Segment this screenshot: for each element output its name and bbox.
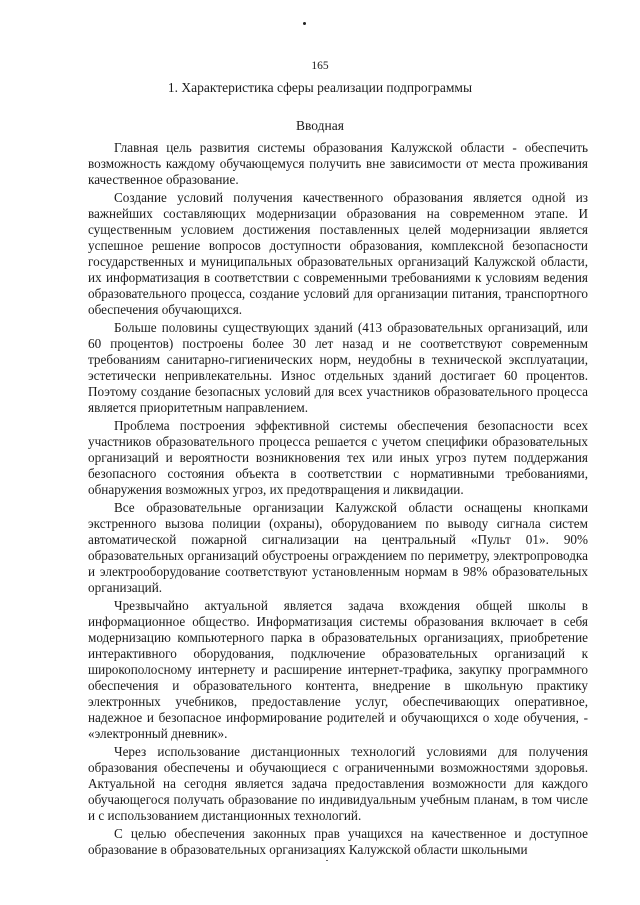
paragraph-legal-rights: С целью обеспечения законных прав учащихся на качественное и доступное образование в образовательных организациях Калужской области школьными [88, 826, 588, 857]
paragraph-conditions: Создание условий получения качественного образования является одной из важнейших составляющих модернизации образования на современном этапе. И существенным условием достижения поставленных целей модернизации является успешное решение вопросов доступности образования, комплексной безопасности государственных и муниципальных образовательных организаций Калужской области, их информатизация в соответствии с современными требованиями к условиям ведения образовательного процесса, создание условий для организации питания, транспортного обеспечения обучающихся. [88, 190, 588, 317]
paragraph-equipment: Все образовательные организации Калужской области оснащены кнопками экстренного вызова полиции (охраны), оборудованием по выводу сигнала систем автоматической пожарной сигнализации на центральный «Пульт 01». 90% образовательных организаций обустроены ограждением по периметру, электропроводка и электрооборудование соответствуют установленным нормам в 98% образовательных организаций. [88, 500, 588, 595]
paragraph-goal: Главная цель развития системы образования Калужской области - обеспечить возможность каждому обучающемуся получить вне зависимости от места проживания качественное образование. [88, 140, 588, 187]
scan-dot-mark [303, 22, 306, 25]
paragraph-informatization: Чрезвычайно актуальной является задача вхождения общей школы в информационное общество. Информатизация системы образования включает в себя модернизацию компьютерного парка в образовательных организациях, приобретение интерактивного оборудования, подключение образовательных организаций к широкополосному интернету и расширение интернет-трафика, закупку программного обеспечения и образовательного контента, внедрение в школьную практику электронных учебников, предоставление услуг, обеспечивающих оперативное, надежное и безопасное информирование родителей и обучающихся о ходе обучения, - «электронный дневник». [88, 598, 588, 741]
section-subtitle: Вводная [296, 118, 344, 133]
paragraph-buildings: Больше половины существующих зданий (413 образовательных организаций, или 60 процентов) построены более 30 лет назад и не соответствуют современным требованиям санитарно-гигиенических норм, неудобны в технической эксплуатации, эстетически непривлекательны. Износ отдельных зданий достигает 60 процентов. Поэтому создание безопасных условий для всех участников образовательного процесса является приоритетным направлением. [88, 320, 588, 415]
section-title: 1. Характеристика сферы реализации подпрограммы [167, 80, 473, 95]
page-number: 165 [311, 60, 329, 72]
scan-bottom-mark [326, 860, 328, 861]
paragraph-distance-learning: Через использование дистанционных технологий условиями для получения образования обеспечены и обучающиеся с ограниченными возможностями здоровья. Актуальной на сегодня является задача предоставления возможности для каждого обучающегося получать образование по индивидуальным учебным планам, в том числе и с использованием дистанционных технологий. [88, 744, 588, 823]
body-text [88, 140, 588, 858]
paragraph-security-problem: Проблема построения эффективной системы обеспечения безопасности всех участников образовательного процесса решается с учетом специфики образовательных организаций и вероятности возникновения тех или иных угроз путем поддержания безопасного состояния объекта в соответствии с нормативными требованиями, обнаружения возможных угроз, их предотвращения и ликвидации. [88, 418, 588, 497]
